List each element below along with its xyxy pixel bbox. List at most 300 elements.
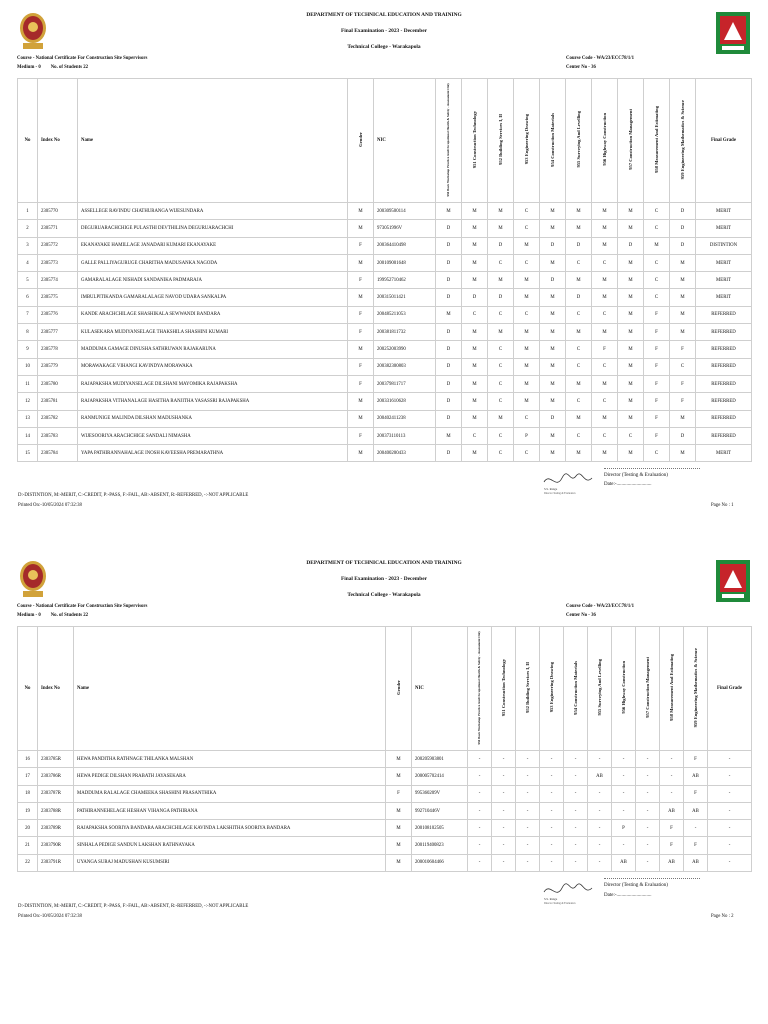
index-number: 2305777 [38,324,78,341]
subject-grade-952: M [488,272,514,289]
subject-grade-955: D [566,289,592,306]
nic-cell: 200382300803 [374,358,436,375]
subject-grade-953: M [514,272,540,289]
gender-cell: M [348,220,374,237]
row-number: 18 [18,785,38,802]
subject-grade-957: - [636,802,660,819]
subject-grade-951: M [462,341,488,358]
row-number: 5 [18,272,38,289]
subject-grade-959: D [670,203,696,220]
nic-cell: 200485211053 [374,306,436,323]
nic-cell: 200010604466 [412,854,468,871]
subject-grade-951: M [462,272,488,289]
final-grade: MERIT [696,254,752,271]
gender-cell: M [348,341,374,358]
subject-grade-950: - [468,854,492,871]
student-name: KANDE ARACHCHILAGE SHASHIKALA SEWWANDI BANDARA [78,306,348,323]
index-number: 2305774 [38,272,78,289]
subject-grade-954: - [564,785,588,802]
col-957: 957 Construction Management [636,627,660,751]
college-title: Technical College - Warakapola [347,592,421,598]
row-number: 15 [18,445,38,462]
subject-grade-957: M [618,410,644,427]
subject-grade-959: - [684,820,708,837]
gender-cell: F [348,237,374,254]
student-name: MORAWAKAGE VIHANGI KAVINDYA MORAWAKA [78,358,348,375]
director-label: Director (Testing & Evaluation) [604,473,668,478]
subject-grade-958: F [644,341,670,358]
subject-grade-955: - [588,854,612,871]
subject-grade-951: M [462,237,488,254]
final-grade: - [708,768,752,785]
row-number: 17 [18,768,38,785]
subject-grade-951: M [462,358,488,375]
subject-grade-957: D [618,237,644,254]
subject-grade-954: - [564,837,588,854]
grade-legend: D:-DISTINTION, M:-MERIT, C:-CREDIT, P:-PASS, F:-FAIL, AB:-ABSENT, R:-REFERRED, -:-NOT APPLICABLE [18,904,249,909]
subject-grade-953: M [514,237,540,254]
subject-grade-952: C [488,427,514,444]
row-number: 11 [18,375,38,392]
subject-grade-955: C [566,306,592,323]
subject-grade-952: C [488,393,514,410]
subject-grade-959: F [684,785,708,802]
col-952: 952 Building Services I, II [516,627,540,751]
medium: Medium - 0 [17,65,41,70]
subject-grade-953: - [540,854,564,871]
subject-grade-956: C [592,254,618,271]
subject-grade-954: M [540,289,566,306]
index-number: 2305784 [38,445,78,462]
subject-grade-951: M [462,375,488,392]
subject-grade-959: M [670,410,696,427]
final-grade: REFERRED [696,410,752,427]
table-row [18,272,752,289]
subject-grade-957: M [618,341,644,358]
row-number: 8 [18,324,38,341]
subject-grade-955: M [566,203,592,220]
final-grade: - [708,837,752,854]
subject-grade-953: M [514,358,540,375]
department-title: DEPARTMENT OF TECHNICAL EDUCATION AND TRAINING [306,560,462,566]
index-number: 2305771 [38,220,78,237]
subject-grade-952: - [516,820,540,837]
nic-cell: 200119400823 [412,837,468,854]
final-grade: REFERRED [696,427,752,444]
subject-grade-956: M [592,203,618,220]
nic-cell: 200309500114 [374,203,436,220]
results-table [17,78,752,462]
subject-grade-958: C [644,445,670,462]
col-952: 952 Building Services I, II [488,79,514,203]
student-name: SINHALA PEDIGE SANDUN LAKSHAN RATHNAYAKA [74,837,386,854]
row-number: 4 [18,254,38,271]
nic-cell: 200400200433 [374,445,436,462]
col-name: Name [74,627,386,751]
table-row [18,410,752,427]
subject-grade-951: - [492,751,516,768]
subject-grade-950: D [436,445,462,462]
subject-grade-951: - [492,768,516,785]
svg-text:S.S. Range: S.S. Range [544,487,558,491]
row-number: 1 [18,203,38,220]
subject-grade-954: - [564,751,588,768]
table-header-row [18,627,752,751]
subject-grade-952: - [516,785,540,802]
subject-grade-959: M [670,254,696,271]
subject-grade-953: C [514,203,540,220]
student-name: UYANGA SURAJ MADUSHAN KUSUMSIRI [74,854,386,871]
subject-grade-951: C [462,306,488,323]
subject-grade-956: M [592,324,618,341]
table-row [18,445,752,462]
subject-grade-951: M [462,410,488,427]
subject-grade-959: F [684,837,708,854]
subject-grade-950: M [436,203,462,220]
director-signature [540,880,600,910]
index-number: 2305780 [38,375,78,392]
col-gender: Gender [386,627,412,751]
subject-grade-957: M [618,289,644,306]
final-grade: MERIT [696,445,752,462]
col-958: 958 Measurement And Estimating [644,79,670,203]
results-table [17,626,752,872]
subject-grade-958: C [644,203,670,220]
col-958: 958 Measurement And Estimating [660,627,684,751]
subject-grade-958: C [644,289,670,306]
subject-grade-950: D [436,341,462,358]
subject-grade-951: M [462,203,488,220]
subject-grade-959: M [670,445,696,462]
subject-grade-951: M [462,445,488,462]
student-count: No. of Students 22 [50,65,89,70]
student-name: KULASEKARA MUDIYANSELAGE THAKSHILA SHASHINI KUMARI [78,324,348,341]
row-number: 14 [18,427,38,444]
col-no: No [18,79,38,203]
row-number: 9 [18,341,38,358]
student-name: RANMUNIGE MALINDA DILSHAN MADUSHANKA [78,410,348,427]
student-name: WIJESOORIYA ARACHCHIGE SANDALI NIMASHA [78,427,348,444]
subject-grade-959: F [670,375,696,392]
center-number: Center No - 36 [566,613,596,618]
subject-grade-956: - [612,837,636,854]
subject-grade-954: M [540,375,566,392]
subject-grade-956: C [592,393,618,410]
col-957: 957 Construction Management [618,79,644,203]
subject-grade-952: - [516,837,540,854]
subject-grade-957: - [636,854,660,871]
subject-grade-951: D [462,289,488,306]
subject-grade-957: - [636,768,660,785]
table-row [18,768,752,785]
subject-grade-956: AB [612,854,636,871]
subject-grade-958: - [660,785,684,802]
subject-grade-951: M [462,324,488,341]
subject-grade-950: - [468,837,492,854]
subject-grade-955: - [588,820,612,837]
subject-grade-951: M [462,254,488,271]
student-name: MADDUMA RALALAGE CHAMEEKA SHASHINI PRASANTHIKA [74,785,386,802]
final-grade: REFERRED [696,358,752,375]
final-grade: REFERRED [696,341,752,358]
medium-students [17,613,88,618]
subject-grade-958: AB [660,802,684,819]
student-count: No. of Students 22 [50,613,89,618]
col-954: 954 Construction Materials [540,79,566,203]
subject-grade-954: D [540,272,566,289]
gender-cell: M [348,410,374,427]
row-number: 13 [18,410,38,427]
col-953: 953 Engineering Drawing [514,79,540,203]
grade-legend: D:-DISTINTION, M:-MERIT, C:-CREDIT, P:-PASS, F:-FAIL, AB:-ABSENT, R:-REFERRED, -:-NOT APPLICABLE [18,493,249,498]
subject-grade-954: D [540,410,566,427]
page-number: Page No : 2 [711,914,734,919]
nic-cell: 992710446V [412,802,468,819]
subject-grade-955: C [566,254,592,271]
student-name: GAMARALALAGE NISHADI SANDANIKA PADMARAJA [78,272,348,289]
nic-cell: 200005702414 [412,768,468,785]
col-index: Index No [38,79,78,203]
col-no: No [18,627,38,751]
subject-grade-959: AB [684,854,708,871]
table-row [18,220,752,237]
nic-cell: 200109001648 [374,254,436,271]
row-number: 10 [18,358,38,375]
subject-grade-958: M [644,237,670,254]
svg-text:Director Testing & Evaluation: Director Testing & Evaluation [544,492,576,495]
table-row [18,254,752,271]
subject-grade-958: F [644,427,670,444]
subject-grade-954: M [540,220,566,237]
subject-grade-953: M [514,375,540,392]
col-959: 959 Engineering Mathematics & Science [684,627,708,751]
subject-grade-952: C [488,375,514,392]
subject-grade-950: M [436,306,462,323]
subject-grade-958: F [660,837,684,854]
table-row [18,289,752,306]
table-row [18,324,752,341]
subject-grade-953: C [514,445,540,462]
subject-grade-953: C [514,410,540,427]
subject-grade-954: M [540,254,566,271]
student-name: RAJAPAKSHA VITHANALAGE HASITHA RANJITHA YASASSRI RAJAPAKSHA [78,393,348,410]
subject-grade-952: M [488,324,514,341]
center-number: Center No - 36 [566,65,596,70]
subject-grade-956: C [592,306,618,323]
subject-grade-958: - [660,751,684,768]
subject-grade-950: M [436,427,462,444]
index-number: 2303791R [38,854,74,871]
gender-cell: M [386,751,412,768]
table-row [18,237,752,254]
subject-grade-958: - [660,768,684,785]
course-code: Course Code - WA/23/ECC78/1/1 [566,56,635,61]
gender-cell: M [386,768,412,785]
nic-cell: 995360209V [412,785,468,802]
subject-grade-957: M [618,393,644,410]
subject-grade-952: C [488,306,514,323]
final-grade: MERIT [696,272,752,289]
gender-cell: F [348,306,374,323]
col-953: 953 Engineering Drawing [540,627,564,751]
subject-grade-955: AB [588,768,612,785]
subject-grade-950: D [436,237,462,254]
subject-grade-950: D [436,324,462,341]
final-grade: - [708,854,752,871]
index-number: 2303786R [38,768,74,785]
subject-grade-959: F [670,341,696,358]
nic-cell: 200373110113 [374,427,436,444]
student-name: YAPA PATHIRANNAHALAGE INOSH KAVEESHA PREMARATHNA [78,445,348,462]
gender-cell: M [386,802,412,819]
subject-grade-956: P [612,820,636,837]
subject-grade-959: M [670,306,696,323]
final-grade: MERIT [696,220,752,237]
subject-grade-953: - [540,837,564,854]
final-grade: REFERRED [696,375,752,392]
subject-grade-950: D [436,358,462,375]
subject-grade-950: - [468,820,492,837]
student-name: IMBULPITIKANDA GAMARALALAGE NAVOD UDARA SANKALPA [78,289,348,306]
gender-cell: M [348,393,374,410]
subject-grade-959: AB [684,802,708,819]
gender-cell: F [348,324,374,341]
final-grade: REFERRED [696,324,752,341]
subject-grade-953: M [514,289,540,306]
row-number: 2 [18,220,38,237]
subject-grade-951: - [492,785,516,802]
subject-grade-954: M [540,203,566,220]
subject-grade-955: D [566,237,592,254]
final-grade: - [708,785,752,802]
subject-grade-959: D [670,237,696,254]
subject-grade-958: C [644,220,670,237]
row-number: 6 [18,289,38,306]
subject-grade-955: M [566,324,592,341]
row-number: 20 [18,820,38,837]
subject-grade-958: F [644,358,670,375]
subject-grade-951: M [462,393,488,410]
course-name: Course - National Certificate For Construction Site Supervisors [17,604,148,609]
subject-grade-951: - [492,854,516,871]
nic-cell: 200331610628 [374,393,436,410]
subject-grade-951: - [492,802,516,819]
svg-text:S.S. Range: S.S. Range [544,897,558,901]
index-number: 2305781 [38,393,78,410]
svg-text:Director Testing & Evaluation: Director Testing & Evaluation [544,902,576,905]
index-number: 2303787R [38,785,74,802]
printed-on: Printed On:-10/05/2024 07:32:38 [18,914,82,919]
col-956: 956 Highway Construction [612,627,636,751]
gender-cell: M [348,289,374,306]
subject-grade-952: D [488,237,514,254]
row-number: 3 [18,237,38,254]
subject-grade-954: - [564,802,588,819]
date-label: Date:-............................ [604,893,652,898]
subject-grade-953: - [540,785,564,802]
subject-grade-952: C [488,341,514,358]
exam-title: Final Examination - 2023 - December [340,576,428,582]
final-grade: - [708,820,752,837]
subject-grade-950: D [436,375,462,392]
row-number: 21 [18,837,38,854]
nic-cell: 200108102505 [412,820,468,837]
subject-grade-953: C [514,220,540,237]
subject-grade-954: M [540,324,566,341]
subject-grade-954: M [540,341,566,358]
subject-grade-953: - [540,768,564,785]
col-950: 950 Basic Workshop Practice And Occupational Health & Safety - Assessment Only [468,627,492,751]
final-grade: DISTINTION [696,237,752,254]
subject-grade-958: AB [660,854,684,871]
student-name: RAJAPAKSHA SOORIYA BANDARA ARACHCHILAGE KAVINDA LAKSHITHA SOORIYA BANDARA [74,820,386,837]
subject-grade-954: D [540,237,566,254]
subject-grade-959: F [684,751,708,768]
subject-grade-957: M [618,220,644,237]
subject-grade-953: M [514,324,540,341]
subject-grade-959: AB [684,768,708,785]
table-row [18,785,752,802]
index-number: 2305773 [38,254,78,271]
subject-grade-955: C [566,341,592,358]
index-number: 2303785R [38,751,74,768]
student-name: RAJAPAKSHA MUDIYANSELAGE DILSHANI MAYOMIKA RAJAPAKSHA [78,375,348,392]
subject-grade-956: M [592,445,618,462]
gender-cell: F [386,785,412,802]
subject-grade-956: M [592,375,618,392]
subject-grade-955: M [566,272,592,289]
final-grade: MERIT [696,289,752,306]
date-label: Date:-............................ [604,482,652,487]
subject-grade-952: M [488,220,514,237]
col-index: Index No [38,627,74,751]
student-name: HEWA PEDIGE DILSHAN PRABATH JAYASEKARA [74,768,386,785]
index-number: 2305776 [38,306,78,323]
subject-grade-955: M [566,375,592,392]
subject-grade-959: D [670,220,696,237]
subject-grade-954: M [540,427,566,444]
subject-grade-950: - [468,768,492,785]
subject-grade-953: M [514,393,540,410]
subject-grade-950: - [468,785,492,802]
subject-grade-952: - [516,768,540,785]
subject-grade-959: C [670,358,696,375]
subject-grade-952: D [488,289,514,306]
col-951: 951 Construction Technology [492,627,516,751]
subject-grade-959: M [670,289,696,306]
row-number: 12 [18,393,38,410]
gender-cell: M [386,837,412,854]
nic-cell: 200205903801 [412,751,468,768]
nic-cell: 200315011421 [374,289,436,306]
subject-grade-952: C [488,445,514,462]
department-title: DEPARTMENT OF TECHNICAL EDUCATION AND TRAINING [306,12,462,18]
subject-grade-959: D [670,427,696,444]
subject-grade-957: M [618,306,644,323]
subject-grade-952: C [488,358,514,375]
row-number: 7 [18,306,38,323]
subject-grade-956: - [612,751,636,768]
subject-grade-951: M [462,220,488,237]
subject-grade-952: M [488,410,514,427]
table-row [18,306,752,323]
student-name: ASSELLEGE RAVINDU CHATHURANGA WIJESUNDARA [78,203,348,220]
subject-grade-951: - [492,837,516,854]
subject-grade-958: F [644,324,670,341]
subject-grade-954: M [540,393,566,410]
table-row [18,820,752,837]
subject-grade-956: - [612,802,636,819]
